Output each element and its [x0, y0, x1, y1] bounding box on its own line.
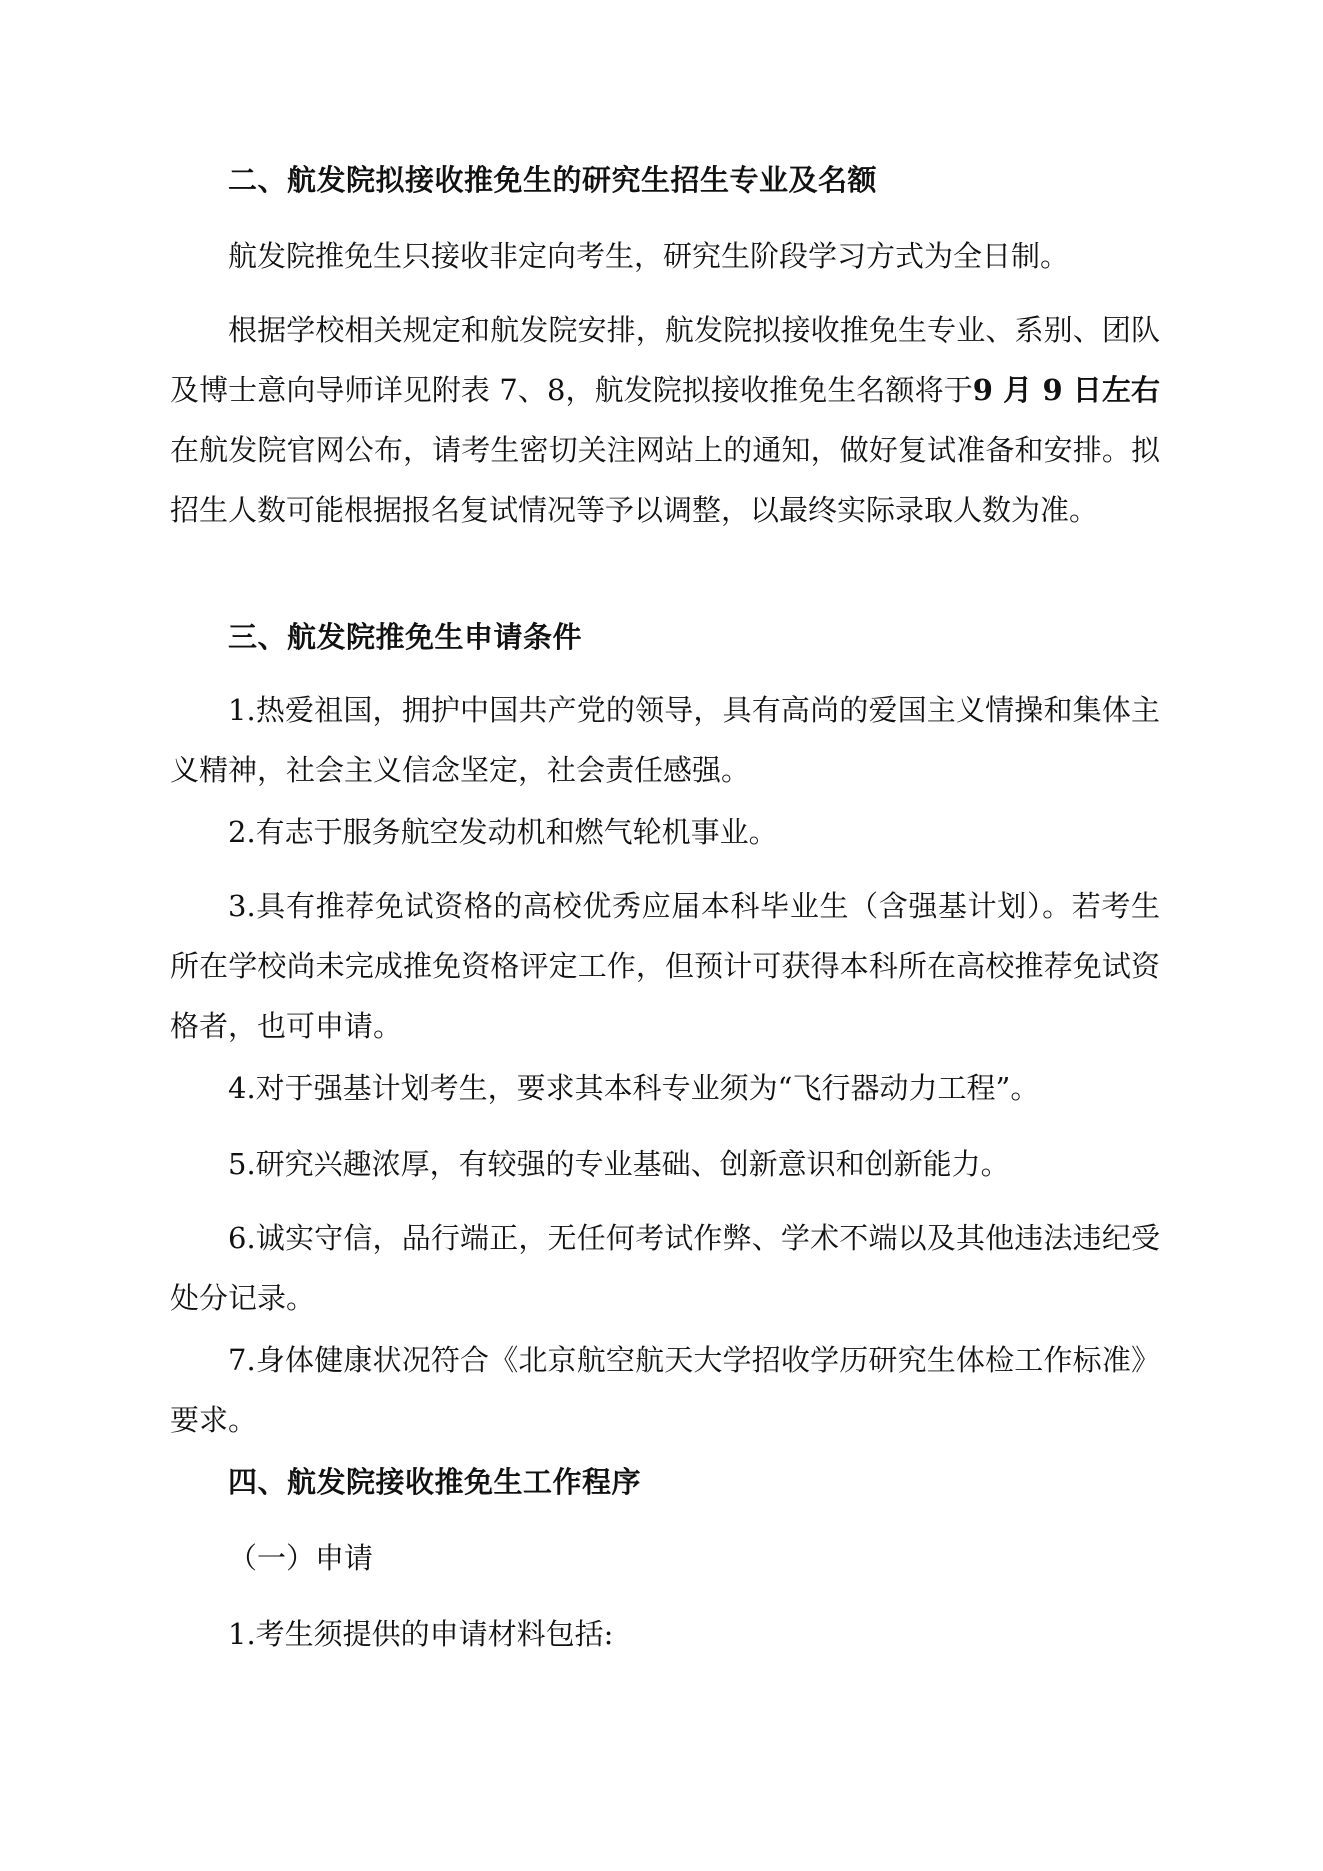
- condition-item-5: 5.研究兴趣浓厚，有较强的专业基础、创新意识和创新能力。: [228, 1147, 1010, 1181]
- condition-item-6: 6.诚实守信，品行端正，无任何考试作弊、学术不端以及其他违法违纪受处分记录。: [170, 1221, 1160, 1315]
- paragraph-study-mode: 航发院推免生只接收非定向考生，研究生阶段学习方式为全日制。: [228, 239, 1070, 273]
- condition-item-1: 1.热爱祖国，拥护中国共产党的领导，具有高尚的爱国主义情操和集体主义精神，社会主义信念坚定，社会责任感强。: [170, 693, 1160, 787]
- application-item-1: 1.考生须提供的申请材料包括:: [228, 1617, 614, 1651]
- quota-date-bold: 9 月 9 日左右: [972, 373, 1160, 407]
- quota-text-after: 在航发院官网公布，请考生密切关注网站上的通知，做好复试准备和安排。拟招生人数可能根据报名复试情况等予以调整，以最终实际录取人数为准。: [170, 433, 1160, 527]
- section-heading-4: 四、航发院接收推免生工作程序: [228, 1465, 642, 1499]
- section-heading-2: 二、航发院拟接收推免生的研究生招生专业及名额: [228, 163, 878, 197]
- condition-item-3: 3.具有推荐免试资格的高校优秀应届本科毕业生（含强基计划）。若考生所在学校尚未完成推免资格评定工作，但预计可获得本科所在高校推荐免试资格者，也可申请。: [170, 889, 1160, 1043]
- section-heading-3: 三、航发院推免生申请条件: [228, 620, 583, 654]
- paragraph-quota: [170, 300, 1160, 540]
- quota-text-before: 根据学校相关规定和航发院安排，航发院拟接收推免生专业、系别、团队及博士意向导师详见附表 7、8，航发院拟接收推免生名额将于: [170, 313, 1160, 407]
- condition-item-2: 2.有志于服务航空发动机和燃气轮机事业。: [228, 815, 778, 849]
- condition-item-7: 7.身体健康状况符合《北京航空航天大学招收学历研究生体检工作标准》要求。: [170, 1343, 1160, 1437]
- condition-item-4: 4.对于强基计划考生，要求其本科专业须为“飞行器动力工程”。: [228, 1071, 1040, 1105]
- subsection-application: （一）申请: [228, 1541, 374, 1575]
